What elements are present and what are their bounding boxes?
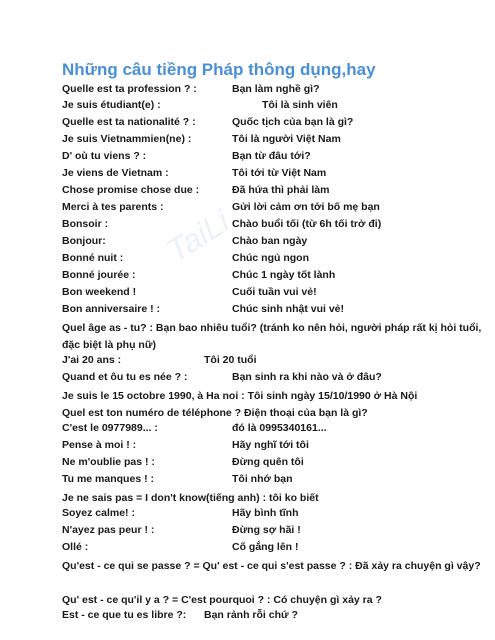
phrase-french: Bon weekend ! [62, 286, 137, 298]
phrase-vietnamese: Quốc tịch của bạn là gì? [232, 116, 354, 128]
phrase-vietnamese: Đừng sợ hãi ! [232, 524, 301, 536]
phrase-vietnamese: Đừng quên tôi [232, 456, 304, 468]
phrase-vietnamese: Hãy bình tĩnh [232, 507, 299, 519]
phrase-full-text: Je ne sais pas = I don't know(tiếng anh) : tôi ko biết [62, 492, 319, 504]
phrase-vietnamese: Đã hứa thì phải làm [232, 184, 330, 196]
phrase-vietnamese: Gửi lời cảm ơn tới bố mẹ bạn [232, 201, 380, 213]
phrase-row [62, 218, 482, 235]
phrase-row [62, 269, 482, 286]
phrase-row [62, 541, 482, 558]
phrase-french: C'est le 0977989... : [62, 422, 158, 434]
phrase-row [62, 303, 482, 320]
phrase-row [62, 524, 482, 541]
phrase-vietnamese: đó là 0995340161... [232, 422, 327, 434]
phrase-row [62, 456, 482, 473]
phrase-full-text: Qu'est - ce qui se passe ? = Qu' est - ce qui s'est passe ? : Đã xảy ra chuyện gì vậy? [62, 560, 481, 572]
phrase-vietnamese: Tôi 20 tuổi [204, 354, 257, 366]
phrase-french: Je viens de Vietnam : [62, 167, 169, 179]
phrase-french: Bonjour: [62, 235, 106, 247]
phrase-row [62, 354, 482, 371]
phrase-row [62, 201, 482, 218]
page-title: Những câu tiềng Pháp thông dụng,hay [62, 60, 376, 79]
phrase-row [62, 405, 482, 422]
watermark: TaiLi [160, 203, 236, 269]
phrase-row [62, 422, 482, 439]
phrase-french: Quand et ôu tu es née ? : [62, 371, 188, 383]
phrase-french: Tu me manques ! : [62, 473, 154, 485]
phrase-vietnamese: Chúc 1 ngày tốt lành [232, 269, 336, 281]
phrase-row [62, 388, 482, 405]
phrase-row [62, 167, 482, 184]
phrase-vietnamese: Bạn rảnh rỗi chứ ? [204, 609, 298, 621]
phrase-french: Quelle est ta profession ? : [62, 83, 197, 95]
phrase-french: Merci à tes parents : [62, 201, 164, 213]
phrase-row [62, 490, 482, 507]
phrase-french: Bonsoir : [62, 218, 109, 230]
phrase-row [62, 116, 482, 133]
phrase-french: Est - ce que tu es libre ?: [62, 609, 187, 621]
phrase-french: N'ayez pas peur ! : [62, 524, 155, 536]
phrase-vietnamese: Bạn làm nghề gì? [232, 83, 320, 95]
phrase-french: Ollé : [62, 541, 89, 553]
phrase-row [62, 235, 482, 252]
phrase-vietnamese: Cuối tuần vui vẻ! [232, 286, 317, 298]
phrase-vietnamese: Hãy nghĩ tới tôi [232, 439, 309, 451]
phrase-french: Chose promise chose due : [62, 184, 200, 196]
phrase-vietnamese: Chúc ngủ ngon [232, 252, 309, 264]
phrase-row [62, 609, 482, 626]
phrase-row [62, 371, 482, 388]
phrase-french: Soyez calme! : [62, 507, 135, 519]
phrase-french: Bonné nuit : [62, 252, 124, 264]
phrase-french: Quelle est ta nationalité ? : [62, 116, 196, 128]
phrase-full-text: Quel âge as - tu? : Bạn bao nhiêu tuổi? (tránh ko nên hỏi, người pháp rất kị hỏi tuổi, đặc biệt là phụ nữ) [62, 322, 482, 351]
phrase-vietnamese: Chúc sinh nhật vui vẻ! [232, 303, 345, 315]
phrase-row [62, 558, 482, 575]
phrase-vietnamese: Chào ban ngày [232, 235, 308, 247]
phrase-row [62, 507, 482, 524]
phrase-row [62, 252, 482, 269]
phrase-french: Bon anniversaire ! : [62, 303, 161, 315]
phrase-vietnamese: Bạn từ đâu tới? [232, 150, 311, 162]
phrase-vietnamese: Cố gắng lên ! [232, 541, 299, 553]
phrase-french: Bonné jourée : [62, 269, 136, 281]
phrase-french: J'ai 20 ans : [62, 354, 122, 366]
phrase-french: Ne m'oublie pas ! : [62, 456, 155, 468]
phrase-row [62, 592, 482, 609]
phrase-row [62, 439, 482, 456]
phrase-french: Pense à moi ! : [62, 439, 137, 451]
phrase-vietnamese: Tôi là người Việt Nam [232, 133, 341, 145]
phrase-vietnamese: Chào buổi tối (từ 6h tối trở đi) [232, 218, 382, 230]
phrase-row [62, 83, 482, 100]
phrase-row [62, 184, 482, 201]
phrase-row [62, 320, 482, 351]
phrase-french: Je suis étudiant(e) : [62, 99, 161, 111]
phrase-vietnamese: Tôi nhớ bạn [232, 473, 293, 485]
phrase-vietnamese: Bạn sinh ra khi nào và ở đâu? [232, 371, 382, 383]
phrase-vietnamese: Tôi là sinh viên [262, 99, 338, 111]
phrase-row [62, 133, 482, 150]
phrase-vietnamese: Tôi tới từ Việt Nam [232, 167, 327, 179]
phrase-french: Je suis Vietnammien(ne) : [62, 133, 192, 145]
phrase-row [62, 286, 482, 303]
phrase-full-text: Quel est ton numéro de téléphone ? Điện thoại của bạn là gì? [62, 407, 368, 419]
phrase-row [62, 99, 482, 116]
phrase-row [62, 473, 482, 490]
phrase-row [62, 150, 482, 167]
phrase-french: D' où tu viens ? : [62, 150, 147, 162]
phrase-full-text: Qu' est - ce qu'il y a ? = C'est pourquoi ? : Có chuyện gì xảy ra ? [62, 594, 382, 606]
phrase-full-text: Je suis le 15 octobre 1990, à Ha noi : Tôi sinh ngày 15/10/1990 ở Hà Nội [62, 390, 418, 402]
